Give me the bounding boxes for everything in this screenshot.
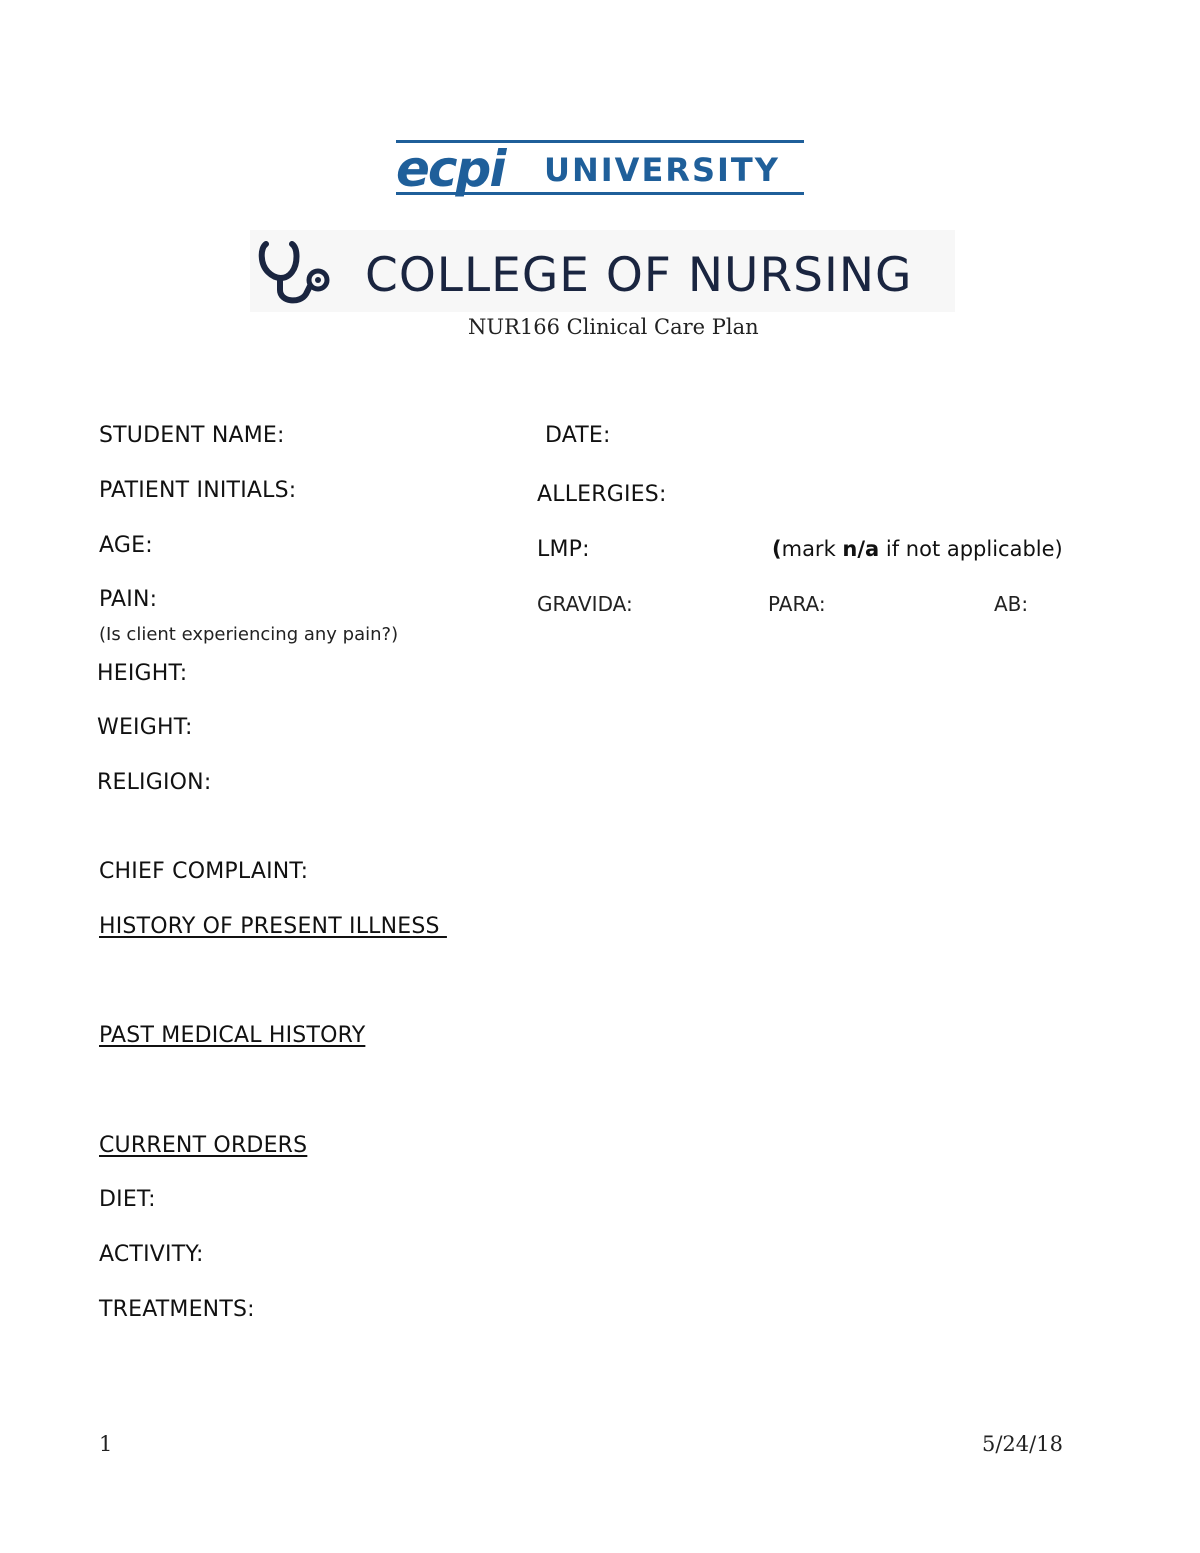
gravida-label: GRAVIDA: [537, 592, 633, 616]
height-label: HEIGHT: [97, 661, 188, 686]
logo-ecpi-text: ecpi [396, 140, 505, 198]
plan-title: NUR166 Clinical Care Plan [468, 315, 759, 339]
pain-note: (Is client experiencing any pain?) [99, 624, 399, 645]
diet-label: DIET: [99, 1187, 156, 1212]
footer-date: 5/24/18 [982, 1432, 1063, 1456]
treatments-label: TREATMENTS: [99, 1297, 255, 1322]
current-orders-heading: CURRENT ORDERS [99, 1133, 308, 1158]
ecpi-logo-graphic [394, 136, 806, 204]
pmh-heading: PAST MEDICAL HISTORY [99, 1023, 366, 1048]
lmp-note [772, 537, 1063, 561]
logo-university-text: UNIVERSITY [544, 151, 780, 189]
lmp-note-na: n/a [842, 537, 880, 561]
ecpi-university-logo [394, 136, 806, 204]
ab-label: AB: [994, 592, 1029, 616]
allergies-label: ALLERGIES: [537, 482, 667, 507]
lmp-note-mark: mark [781, 537, 843, 561]
age-label: AGE: [99, 533, 153, 558]
page-number: 1 [99, 1432, 113, 1456]
weight-label: WEIGHT: [97, 715, 193, 740]
lmp-note-open: ( [772, 537, 782, 561]
para-label: PARA: [768, 592, 826, 616]
lmp-label: LMP: [537, 537, 590, 562]
patient-initials-label: PATIENT INITIALS: [99, 478, 297, 503]
stethoscope-icon [256, 238, 332, 310]
lmp-note-rest: if not applicable) [879, 537, 1063, 561]
hpi-heading: HISTORY OF PRESENT ILLNESS [99, 914, 447, 939]
pain-label: PAIN: [99, 587, 158, 612]
activity-label: ACTIVITY: [99, 1242, 204, 1267]
date-label: DATE: [545, 423, 611, 448]
religion-label: RELIGION: [97, 770, 212, 795]
student-name-label: STUDENT NAME: [99, 423, 285, 448]
college-title: COLLEGE OF NURSING [365, 248, 913, 303]
chief-complaint-label: CHIEF COMPLAINT: [99, 859, 309, 884]
